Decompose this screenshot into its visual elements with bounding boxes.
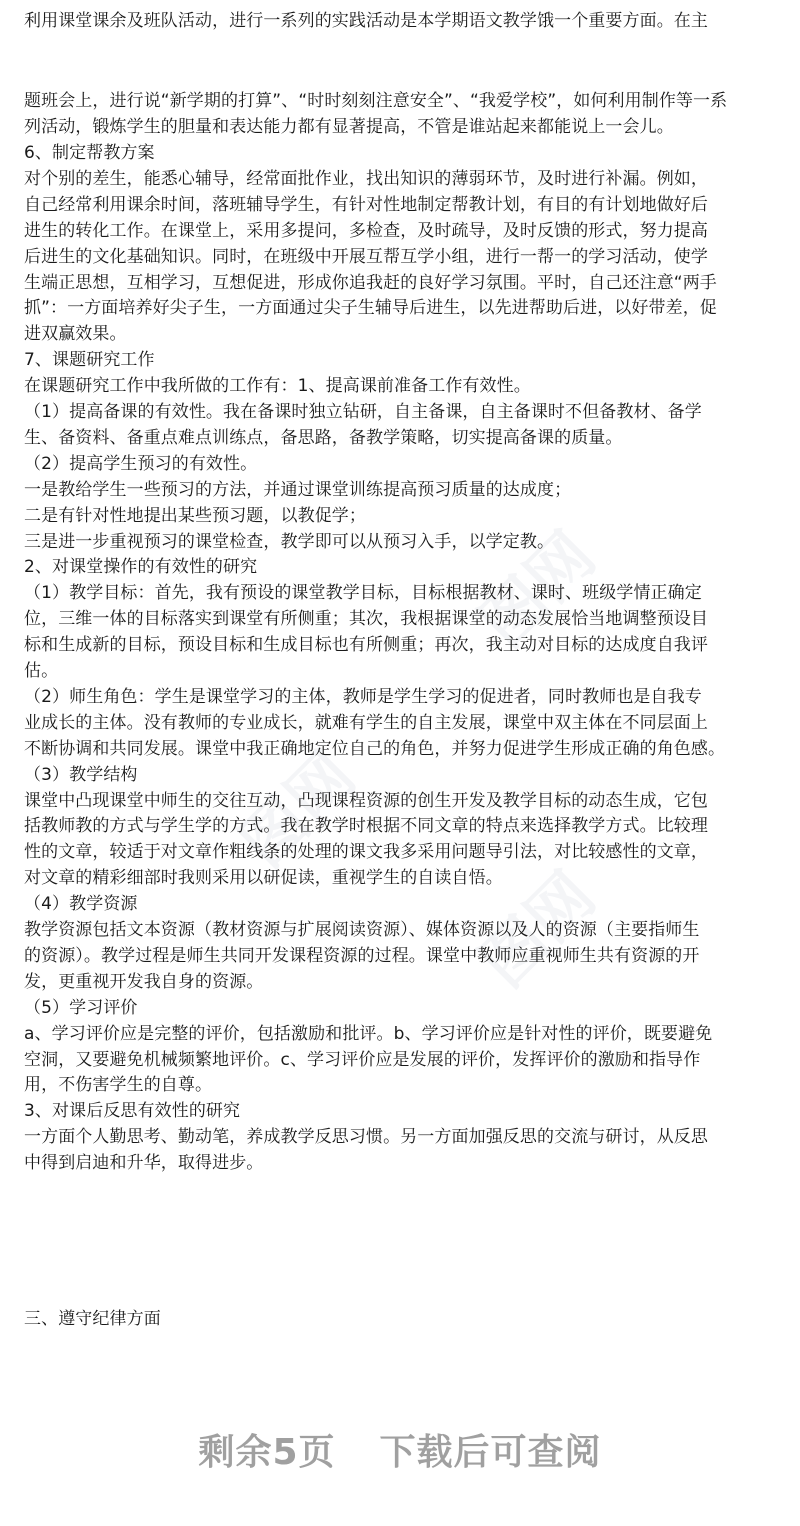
text-line: a、学习评价应是完整的评价，包括激励和批评。b、学习评价应是针对性的评价，既要避免 [24, 1023, 713, 1044]
download-prompt[interactable] [0, 1424, 800, 1484]
text-line: 3、对课后反思有效性的研究 [24, 1101, 241, 1122]
text-line: 在课题研究工作中我所做的工作有：1、提高课前准备工作有效性。 [24, 376, 531, 397]
text-line: 课堂中凸现课堂中师生的交往互动，凸现课程资源的创生开发及教学目标的动态生成，它包 [24, 790, 708, 811]
text-line: 位，三维一体的目标落实到课堂有所侧重；其次，我根据课堂的动态发展恰当地调整预设目 [24, 609, 708, 630]
text-line: 业成长的主体。没有教师的专业成长，就难有学生的自主发展，课堂中双主体在不同层面上 [24, 712, 708, 733]
text-line: 一是教给学生一些预习的方法，并通过课堂训练提高预习质量的达成度； [24, 479, 572, 500]
text-line: （2）师生角色：学生是课堂学习的主体，教师是学生学习的促进者，同时教师也是自我专 [24, 686, 702, 707]
text-line: 一方面个人勤思考、勤动笔，养成教学反思习惯。另一方面加强反思的交流与研讨，从反思 [24, 1127, 708, 1148]
watermark: 图网 [466, 518, 610, 662]
text-line: 估。 [24, 661, 59, 681]
text-line: 三是进一步重视预习的课堂检查，教学即可以从预习入手，以学定教。 [24, 531, 555, 552]
text-line: 空洞，又要避免机械频繁地评价。c、学习评价应是发展的评价，发挥评价的激励和指导作 [24, 1049, 701, 1070]
section-heading: 三、遵守纪律方面 [24, 1309, 161, 1329]
text-line: 进双赢效果。 [24, 324, 127, 345]
text-line: 题班会上，进行说“新学期的打算”、“时时刻刻注意安全”、“我爱学校”，如何利用制作等一系 [24, 91, 728, 111]
text-line: 后进生的文化基础知识。同时，在班级中开展互帮互学小组，进行一帮一的学习活动，使学 [24, 246, 708, 267]
text-line: 性的文章，较适于对文章作粗线条的处理的课文我多采用问题导引法，对比较感性的文章， [24, 842, 708, 863]
text-line: 发，更重视开发我自身的资源。 [24, 971, 264, 992]
text-line: 对文章的精彩细部时我则采用以研促读，重视学生的自读自悟。 [24, 868, 503, 889]
download-to-view-label: 下载后可查阅 [379, 1432, 602, 1473]
text-line: （1）提高备课的有效性。我在备课时独立钻研，自主备课，自主备课时不但备教材、备学 [24, 402, 702, 422]
text-line: 2、对课堂操作的有效性的研究 [24, 557, 258, 578]
text-line: 不断协调和共同发展。课堂中我正确地定位自己的角色，并努力促进学生形成正确的角色感。 [24, 738, 726, 759]
text-line: （2）提高学生预习的有效性。 [24, 453, 258, 474]
text-line: 7、课题研究工作 [24, 350, 155, 371]
cut-off-heading [24, 0, 324, 4]
text-line: 生端正思想，互相学习，互想促进，形成你追我赶的良好学习氛围。平时，自己还注意“两手 [24, 272, 717, 293]
text-line: 生、备资料、备重点难点训练点，备思路，备教学策略，切实提高备课的质量。 [24, 427, 623, 448]
text-line: 中得到启迪和升华，取得进步。 [24, 1153, 264, 1174]
text-line: 列活动，锻炼学生的胆量和表达能力都有显著提高，不管是谁站起来都能说上一会儿。 [24, 117, 674, 137]
text-line: 的资源）。教学过程是师生共同开发课程资源的过程。课堂中教师应重视师生共有资源的开 [24, 945, 700, 966]
text-line: （3）教学结构 [24, 764, 138, 785]
text-line: 括教师教的方式与学生学的方式。我在教学时根据不同文章的特点来选择教学方式。比较理 [24, 816, 708, 837]
text-line: 对个别的差生，能悉心辅导，经常面批作业，找出知识的薄弱环节，及时进行补漏。例如， [24, 168, 708, 189]
text-line: 教学资源包括文本资源（教材资源与扩展阅读资源）、媒体资源以及人的资源（主要指师生 [24, 920, 700, 940]
watermark: 图网 [466, 858, 610, 1002]
text-line: （1）教学目标：首先，我有预设的课堂教学目标，目标根据教材、课时、班级学情正确定 [24, 583, 702, 604]
text-line: 二是有针对性地提出某些预习题，以教促学； [24, 505, 366, 526]
text-line: 自己经常利用课余时间，落班辅导学生，有针对性地制定帮教计划，有目的有计划地做好后 [24, 194, 708, 215]
text-line: 利用课堂课余及班队活动，进行一系列的实践活动是本学期语文教学饿一个重要方面。在主 [24, 11, 708, 31]
text-line: 进生的转化工作。在课堂上，采用多提问，多检查，及时疏导，及时反馈的形式，努力提高 [24, 220, 708, 241]
text-line: （5）学习评价 [24, 997, 138, 1018]
text-line: 6、制定帮教方案 [24, 143, 155, 163]
watermark: 图网 [226, 738, 370, 882]
text-line: 抓”：一方面培养好尖子生，一方面通过尖子生辅导后进生，以先进帮助后进，以好带差，促 [24, 298, 717, 319]
remaining-pages-label: 剩余5页 [198, 1432, 336, 1473]
text-line: 标和生成新的目标，预设目标和生成目标也有所侧重；再次，我主动对目标的达成度自我评 [24, 635, 708, 656]
text-line: 用，不伤害学生的自尊。 [24, 1075, 213, 1096]
text-line: （4）教学资源 [24, 894, 138, 915]
